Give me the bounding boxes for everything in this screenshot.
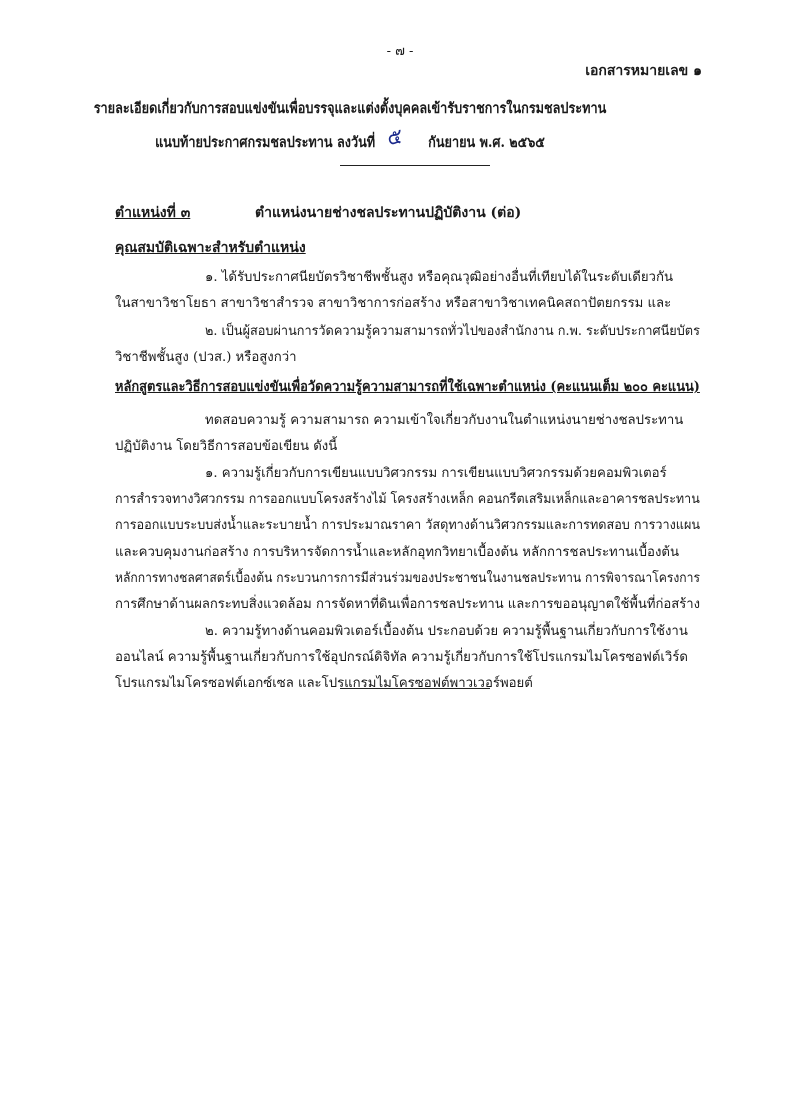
qualification-line: วิชาชีพชั้นสูง (ปวส.) หรือสูงกว่า (115, 350, 297, 365)
position-label: ตำแหน่งที่ ๓ (115, 205, 191, 221)
exam-line: การออกแบบระบบส่งน้ำและระบายน้ำ การประมาณราคา วัสดุทางด้านวิศวกรรมและการทดสอบ การวางแผน (115, 518, 701, 533)
document-reference: เอกสารหมายเลข ๑ (585, 63, 702, 79)
page-number: - ๗ - (386, 44, 414, 59)
exam-line: ๑. ความรู้เกี่ยวกับการเขียนแบบวิศวกรรม การเขียนแบบวิศวกรรมด้วยคอมพิวเตอร์ (205, 466, 667, 481)
exam-line: โปรแกรมไมโครซอฟต์เอกซ์เซล และโปรแกรมไมโครซอฟต์พาวเวอร์พอยต์ (115, 676, 533, 691)
exam-line: การศึกษาด้านผลกระทบสิ่งแวดล้อม การจัดหาที่ดินเพื่อการชลประทาน และการขออนุญาตใช้พื้นที่ก่อสร้าง (115, 597, 700, 612)
qualification-line: ๒. เป็นผู้สอบผ่านการวัดความรู้ความสามารถทั่วไปของสำนักงาน ก.พ. ระดับประกาศนียบัตร (205, 324, 700, 339)
document-subtitle (0, 122, 700, 157)
subtitle-prefix: แนบท้ายประกาศกรมชลประทาน ลงวันที่ (155, 134, 376, 151)
exam-line: ออนไลน์ ความรู้พื้นฐานเกี่ยวกับการใช้อุปกรณ์ดิจิทัล ความรู้เกี่ยวกับการใช้โปรแกรมไมโครซอฟต์เวิร์ด (115, 650, 688, 665)
exam-line: หลักการทางชลศาสตร์เบื้องต้น กระบวนการการมีส่วนร่วมของประชาชนในงานชลประทาน การพิจารณาโครงการ (115, 571, 700, 586)
qualification-line: ๑. ได้รับประกาศนียบัตรวิชาชีพชั้นสูง หรือคุณวุฒิอย่างอื่นที่เทียบได้ในระดับเดียวกัน (205, 270, 673, 285)
exam-line: การสำรวจทางวิศวกรรม การออกแบบโครงสร้างไม้ โครงสร้างเหล็ก คอนกรีตเสริมเหล็กและอาคารชลประทาน (115, 492, 700, 507)
divider-top (340, 165, 490, 166)
exam-line: ปฏิบัติงาน โดยวิธีการสอบข้อเขียน ดังนี้ (115, 439, 338, 454)
qualifications-heading: คุณสมบัติเฉพาะสำหรับตำแหน่ง (115, 240, 306, 256)
position-title: ตำแหน่งนายช่างชลประทานปฏิบัติงาน (ต่อ) (255, 205, 522, 221)
divider-bottom (340, 688, 490, 689)
document-title: รายละเอียดเกี่ยวกับการสอบแข่งขันเพื่อบรรจุและแต่งตั้งบุคคลเข้ารับราชการในกรมชลประทาน (93, 100, 607, 117)
exam-line: ทดสอบความรู้ ความสามารถ ความเข้าใจเกี่ยวกับงานในตำแหน่งนายช่างชลประทาน (205, 413, 684, 428)
qualification-line: ในสาขาวิชาโยธา สาขาวิชาสำรวจ สาขาวิชาการก่อสร้าง หรือสาขาวิชาเทคนิคสถาปัตยกรรม และ (115, 296, 672, 311)
handwritten-day: ๕ (386, 124, 403, 151)
exam-line: และควบคุมงานก่อสร้าง การบริหารจัดการน้ำและหลักอุทกวิทยาเบื้องต้น หลักการชลประทานเบื้องต้น (115, 545, 679, 560)
exam-line: ๒. ความรู้ทางด้านคอมพิวเตอร์เบื้องต้น ประกอบด้วย ความรู้พื้นฐานเกี่ยวกับการใช้งาน (205, 624, 688, 639)
exam-heading: หลักสูตรและวิธีการสอบแข่งขันเพื่อวัดความรู้ความสามารถที่ใช้เฉพาะตำแหน่ง (คะแนนเต็ม ๒๐๐ คะแนน) (115, 379, 700, 395)
subtitle-suffix: กันยายน พ.ศ. ๒๕๖๕ (428, 134, 545, 151)
